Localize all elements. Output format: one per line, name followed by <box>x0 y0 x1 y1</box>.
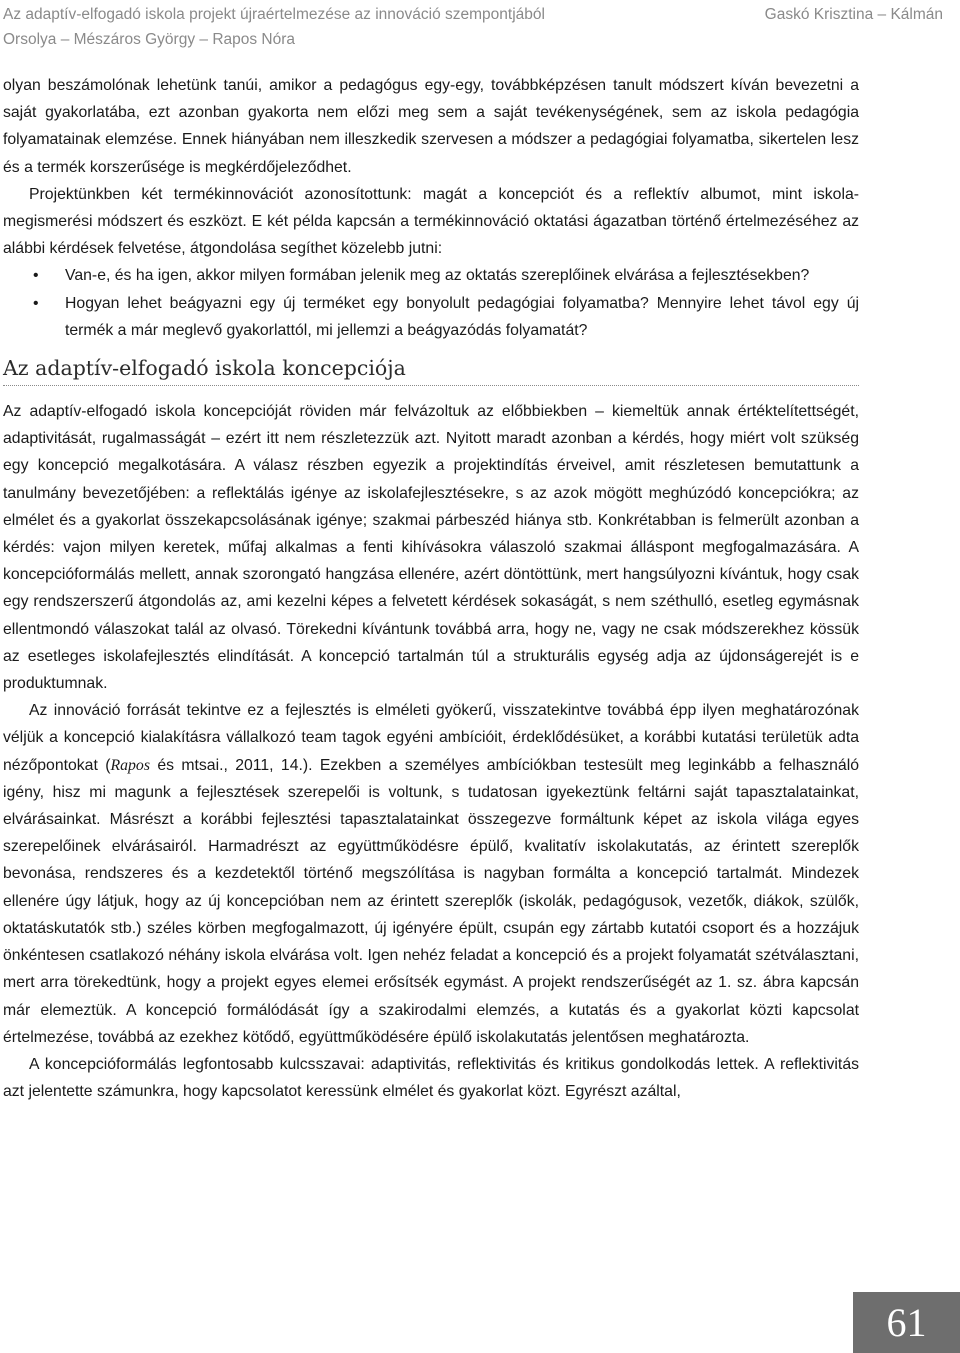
header-line-1 <box>3 2 943 27</box>
page-number: 61 <box>886 1300 927 1345</box>
running-header <box>3 2 943 52</box>
intro-paragraph-2: Projektünkben két termékinnovációt azonosítottunk: magát a koncepciót és a reflektív albumot, mint iskola-megismerési módszert és eszközt. E két példa kapcsán a termékinnováció oktatási ágazatban történő értelmezéséhez az alábbi kérdések felvetése, átgondolása segíthet közelebb jutni: <box>3 185 859 258</box>
header-title: Az adaptív-elfogadó iskola projekt újraértelmezése az innováció szempontjából <box>3 6 545 23</box>
question-item-2: • Hogyan lehet beágyazni egy új terméket egy bonyolult pedagógiai folyamatba? Mennyire lehet távol egy új termék a már meglevő gyakorlattól, mi jellemzi a beágyazódás folyamatát? <box>3 290 859 344</box>
page-number-badge <box>853 1292 960 1353</box>
section-heading: Az adaptív-elfogadó iskola koncepciója <box>3 354 859 386</box>
header-authors-start: Gaskó Krisztina – Kálmán <box>764 6 943 23</box>
intro-paragraph-1: olyan beszámolónak lehetünk tanúi, amikor a pedagógus egy-egy, továbbképzésen tanult módszert kíván bevezetni a saját gyakorlatába, ezt azonban gyakorta nem előzi meg sem a saját tevékenységének, sem az iskola pedagógia folyamatainak elemzése. Ennek hiányában nem illeszkedik szervesen a módszer a pedagógiai folyamatba, sikertelen lesz és a termék korszerűsége is megkérdőjeleződhet. <box>3 77 859 176</box>
question-list <box>3 262 859 344</box>
paragraph-2-text-start: Az innováció forrását tekintve ez a fejlesztés is elméleti gyökerű, visszatekintve továbbá épp ilyen meghatározónak véljük a koncepció kialakításra vállalkozó team tagok egyéni ambícióit, érdeklődésüket, a korábbi kutatási területük adta nézőpontokat ( <box>3 702 859 774</box>
section-paragraph-3: A koncepcióformálás legfontosabb kulcsszavai: adaptivitás, reflektivitás és kritikus gondolkodás lettek. A reflektivitás azt jelentette számunkra, hogy kapcsolatot keressünk elmélet és gyakorlat közt. Egyrészt azáltal, <box>3 1055 859 1101</box>
citation-author: Rapos <box>110 756 150 774</box>
page-body <box>3 72 859 1105</box>
section-paragraph-1: Az adaptív-elfogadó iskola koncepcióját röviden már felvázoltuk az előbbiekben – kiemeltük annak értéktelítettségét, adaptivitását, rugalmasságát – ezért itt nem részletezzük azt. Nyitott maradt azonban a kérdés, hogy miért volt szükség egy koncepció megalkotására. A válasz részben egyezik a projektindítás érveivel, amit részletesen bemutattunk a tanulmány bevezetőjében: a reflektálás igénye az iskolafejlesztésekre, s az azok mögött meghúzódó koncepciókra; az elmélet és a gyakorlat összekapcsolásának igénye; szakmai párbeszéd hiánya stb. Konkrétabban is felmerült azonban a kérdés: vajon milyen keretek, műfaj alkalmas a fenti kihívásokra válaszoló szakmai álláspont megfogalmazására. A koncepcióformálás mellett, annak szorongató hangzása ellenére, azért döntöttünk, mert hangsúlyozni kívántuk, hogy csak egy rendszerszerű átgondolás az, ami kezelni képes a felvetett kérdések sokaságát, s nem széthulló, esetleg egymásnak ellentmondó válaszokat talál az olvasó. Törekedni kívántunk továbbá arra, hogy ne, vagy ne csak módszerekhez kössük az esetleges iskolafejlesztés elindítását. A koncepció tartalmán túl a strukturális egység adja az újdonságerejét is e produktumnak. <box>3 403 859 693</box>
paragraph-2-text-end: és mtsai., 2011, 14.). Ezekben a személyes ambíciókban testesült meg leginkább a felhasználó igény, hisz mi magunk a fejlesztések szerepelői is voltunk, s tudatosan igyekeztünk feltárni saját tapasztalatainkat, elvárásainkat. Másrészt a korábbi fejlesztési tapasztalatainkat összegezve formáltunk képet az iskola világa egyes szerepelőinek elvárásairól. Harmadrészt az együttműködésre épülő, kvalitatív iskolakutatás, az érintett szereplők bevonása, rendszeres és a kezdetektől történő megszólítása is nagyban formálta a koncepció tartalmát. Mindezek ellenére úgy látjuk, hogy az új koncepcióban nem az érintett szereplők (iskolák, pedagógusok, vezetők, diákok, szülők, oktatáskutatók stb.) széles körben megfogalmazott, új igényére épült, csupán egy zártabb kutatói csoport és a hozzájuk önkéntesen csatlakozó néhány iskola elvárása volt. Igen nehéz feladat a koncepció és a projekt folyamatát szétválasztani, mert arra törekedtünk, hogy a projekt egyes elemei erősítsék egymást. A projekt rendszerűségét az 1. sz. ábra kapcsán már elemeztük. A koncepció formálódását így a szakirodalmi elemzés, a kutatás és a gyakorlat közti kapcsolat értelmezése, továbbá az ezekhez kötődő, együttműködésére épülő iskolakutatás jelentősen meghatározta. <box>3 756 859 1046</box>
header-authors-rest: Orsolya – Mészáros György – Rapos Nóra <box>3 31 296 48</box>
question-item-1: • Van-e, és ha igen, akkor milyen formában jelenik meg az oktatás szereplőinek elvárása a fejlesztésekben? <box>3 262 859 289</box>
section-paragraph-2 <box>3 697 859 1051</box>
